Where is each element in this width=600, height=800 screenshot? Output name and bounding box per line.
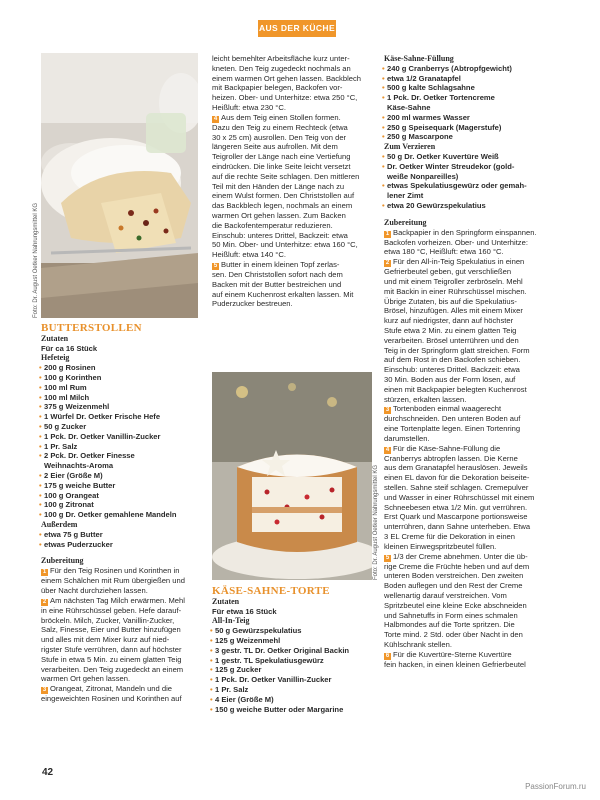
step-line: kneten. Den Teig zugedeckt nochmals an bbox=[212, 63, 351, 73]
step-line: Salz, Finesse, Eier und Butter hinzufügen bbox=[41, 625, 181, 635]
ingredient: • 3 gestr. TL Dr. Oetker Original Backin bbox=[212, 646, 377, 656]
step-line: 3 EL Creme für die Dekoration in einen bbox=[384, 532, 515, 542]
ingredient-cont: lener Zimt bbox=[387, 191, 424, 201]
step-number-6: 6 bbox=[385, 652, 390, 659]
step-line: Stufe etwa 2 Min. zu einem glatten Teig bbox=[384, 325, 517, 335]
ingredient: • etwa 75 g Butter bbox=[41, 530, 201, 540]
step-line: durchschneiden. Den unteren Boden auf bbox=[384, 414, 521, 424]
step-line: auf einem Kuchenrost erkalten lassen. Mit bbox=[212, 289, 354, 299]
torte-yield: Für etwa 16 Stück bbox=[212, 606, 277, 616]
step-line: einem Schälchen mit Rum übergießen und bbox=[41, 576, 185, 586]
step-number-4: 4 bbox=[213, 115, 218, 122]
step-line: Spritzbeutel eine kleine Ecke abschneiden bbox=[384, 600, 527, 610]
ingredient: • 200 g Rosinen bbox=[41, 363, 201, 373]
section-tag: AUS DER KÜCHE bbox=[258, 20, 336, 37]
ingredient: • 125 g Zucker bbox=[212, 665, 377, 675]
stollen-zubereitung-heading: Zubereitung bbox=[41, 556, 84, 566]
step-line: Boden auflegen und den Rest der Creme bbox=[384, 581, 523, 591]
step-line: die Backofentemperatur reduzieren. bbox=[212, 220, 333, 230]
ingredient: • 100 g Dr. Oetker gemahlene Mandeln bbox=[41, 510, 201, 520]
ingredient: • 125 g Weizenmehl bbox=[212, 636, 377, 646]
hefeteig-heading: Hefeteig bbox=[41, 353, 70, 363]
step-line: fein hacken, in einen kleinen Gefrierbeutel bbox=[384, 659, 526, 669]
ingredient: • 1 Pck. Dr. Oetker Tortencreme bbox=[384, 93, 554, 103]
step-line: Heißluft: etwa 230 °C. bbox=[212, 102, 286, 112]
step-line: Stufe in etwa 5 Min. zu einem glatten Teig bbox=[41, 654, 182, 664]
step-line: einen EL davon für die Dekoration beiseite- bbox=[384, 473, 530, 483]
ingredient: • 1 Pr. Salz bbox=[212, 685, 377, 695]
step-line: Kühlschrank stellen. bbox=[384, 640, 452, 650]
ingredient: • 50 g Zucker bbox=[41, 422, 201, 432]
ingredient: • 100 g Zitronat bbox=[41, 500, 201, 510]
step-number-5: 5 bbox=[213, 262, 218, 269]
stollen-ingredients-column bbox=[41, 324, 201, 704]
step-line: 5 1/3 der Creme abnehmen. Unter die üb- bbox=[385, 551, 528, 561]
step-line: stellen. Sahne steif schlagen. Cremepulver bbox=[384, 483, 529, 493]
ingredient: • 2 Pck. Dr. Oetker Finesse bbox=[41, 451, 201, 461]
ingredient: • 200 ml warmes Wasser bbox=[384, 113, 554, 123]
step-line: heizen. Ober- und Unterhitze: etwa 250 °C, bbox=[212, 93, 358, 103]
step-line: Halbmondes auf die Torte spritzen. Die bbox=[384, 620, 515, 630]
allin-heading: All-In-Teig bbox=[212, 616, 250, 626]
step-line: wellenartig darauf verstreichen. Vom bbox=[384, 591, 507, 601]
step-number-2: 2 bbox=[385, 260, 390, 267]
step-line: einem warmen Ort gehen lassen. Backblech bbox=[212, 73, 361, 83]
step-line: bröckeln. Milch, Zucker, Vanillin-Zucker, bbox=[41, 615, 175, 625]
footer-watermark: PassionForum.ru bbox=[525, 782, 586, 791]
ingredient: • 250 g Speisequark (Magerstufe) bbox=[384, 123, 554, 133]
ingredient: • 150 g weiche Butter oder Margarine bbox=[212, 705, 377, 715]
ingredient: • etwa 1/2 Granatapfel bbox=[384, 74, 554, 84]
step-line: Backofen vorheizen. Ober- und Unterhitze: bbox=[384, 237, 528, 247]
step-number-2: 2 bbox=[42, 598, 47, 605]
step-line: darumstellen. bbox=[384, 433, 430, 443]
step-number-4: 4 bbox=[385, 446, 390, 453]
torte-zutaten-heading: Zutaten bbox=[212, 596, 240, 606]
step-line: Cranberrys abtropfen lassen. Die Kerne bbox=[384, 453, 518, 463]
torte-zubereitung-heading: Zubereitung bbox=[384, 217, 427, 227]
step-line: etwa 180 °C, Heißluft: etwa 160 °C. bbox=[384, 247, 504, 257]
step-line: Teigroller der Länge nach eine Vertiefung bbox=[212, 152, 351, 162]
step-line: und alles mit dem Mixer kurz auf nied- bbox=[41, 635, 170, 645]
stollen-title: BUTTERSTOLLEN bbox=[41, 322, 142, 334]
ingredient-cont: weiße Nonpareilles) bbox=[387, 171, 459, 181]
ingredient: • 100 ml Rum bbox=[41, 383, 201, 393]
step-line: unteren Boden verstreichen. Den zweiten bbox=[384, 571, 524, 581]
step-line: mit Backin in einer Rührschüssel mischen. bbox=[384, 286, 527, 296]
step-line: Torte mind. 2 Std. oder über Nacht in den bbox=[384, 630, 523, 640]
stollen-zutaten-heading: Zutaten bbox=[41, 333, 69, 343]
torte-photo bbox=[212, 372, 372, 580]
step-line: Gefrierbeutel geben, gut verschließen bbox=[384, 267, 512, 277]
ingredient: • 375 g Weizenmehl bbox=[41, 402, 201, 412]
step-line: eindrücken. Die linke Seite leicht versetzt bbox=[212, 161, 351, 171]
ingredient: • etwa 20 Gewürzspekulatius bbox=[384, 201, 554, 211]
step-line: Puderzucker bestreuen. bbox=[212, 299, 293, 309]
ingredient: • 240 g Cranberrys (Abtropfgewicht) bbox=[384, 64, 554, 74]
ingredient: • 1 Pck. Dr. Oetker Vanillin-Zucker bbox=[212, 675, 377, 685]
step-line: 1 Für den Teig Rosinen und Korinthen in bbox=[42, 566, 180, 576]
step-line: 5 Butter in einem kleinen Topf zerlas- bbox=[213, 259, 340, 269]
step-line: kurz auf niedrigster, dann auf höchster bbox=[384, 316, 514, 326]
step-line: Einschub: unteres Drittel, Backzeit: etwa bbox=[212, 230, 348, 240]
ingredient: • 1 Pr. Salz bbox=[41, 442, 201, 452]
ingredient: • 2 Eier (Größe M) bbox=[41, 471, 201, 481]
step-line: rige Creme die Früchte heben und auf dem bbox=[384, 561, 530, 571]
ingredient: • 250 g Mascarpone bbox=[384, 132, 554, 142]
ingredient: • 4 Eier (Größe M) bbox=[212, 695, 377, 705]
step-line: Teig in der Springform glatt streichen. Form bbox=[384, 345, 530, 355]
step-line: Heißluft: etwa 140 °C. bbox=[212, 250, 286, 260]
torte-steps-column bbox=[384, 54, 554, 670]
ingredient: • 1 Pck. Dr. Oetker Vanillin-Zucker bbox=[41, 432, 201, 442]
step-line: stürzen, erkalten lassen. bbox=[384, 394, 467, 404]
step-line: verarbeiten. Brösel unterrühren und den bbox=[384, 335, 519, 345]
ingredient: • 50 g Gewürzspekulatius bbox=[212, 626, 377, 636]
page-number: 42 bbox=[42, 767, 54, 778]
step-number-3: 3 bbox=[42, 687, 47, 694]
step-line: 30 Min. Boden aus der Form lösen, auf bbox=[384, 374, 516, 384]
step-line: 3 Tortenboden einmal waagerecht bbox=[385, 404, 502, 414]
step-line: aus dem Granatapfel herauslösen. Jeweils bbox=[384, 463, 528, 473]
stollen-photo bbox=[41, 53, 198, 318]
step-line: 6 Für die Kuvertüre-Sterne Kuvertüre bbox=[385, 649, 512, 659]
step-line: eine Tortenplatte legen. Einen Tortenring bbox=[384, 424, 521, 434]
step-line: kleinen Einwegspritzbeutel füllen. bbox=[384, 541, 497, 551]
stollen-yield: Für ca 16 Stück bbox=[41, 343, 98, 353]
step-line: Erst Quark und Mascarpone portionsweise bbox=[384, 512, 528, 522]
step-line: über Nacht durchziehen lassen. bbox=[41, 585, 148, 595]
step-line: das Backblech legen, nochmals an einem bbox=[212, 201, 353, 211]
ingredient: • 100 g Orangeat bbox=[41, 491, 201, 501]
step-line: eingeweichten Rosinen und Korinthen auf bbox=[41, 694, 182, 704]
step-line: 50 Min. Ober- und Unterhitze: etwa 160 °C, bbox=[212, 240, 358, 250]
step-line: und Wasser in einer Rührschüssel mit einem bbox=[384, 492, 535, 502]
step-number-5: 5 bbox=[385, 554, 390, 561]
photo1-credit: Foto: Dr. August Oetker Nahrungsmittel KG bbox=[33, 202, 39, 318]
step-line: in eine Rührschüssel geben. Hefe darauf- bbox=[41, 605, 182, 615]
step-line: 1 Backpapier in den Springform einspannen. bbox=[385, 227, 537, 237]
step-line: leicht bemehlter Arbeitsfläche kurz unter- bbox=[212, 54, 350, 63]
step-line: rigster Stufe verrühren, dann auf höchster bbox=[41, 644, 182, 654]
step-line: 4 Für die Käse-Sahne-Füllung die bbox=[385, 443, 501, 453]
step-line: 2 Am nächsten Tag Milch erwärmen. Mehl bbox=[42, 595, 185, 605]
ingredient: • 1 gestr. TL Spekulatiusgewürz bbox=[212, 656, 377, 666]
torte-title: KÄSE-SAHNE-TORTE bbox=[212, 585, 330, 597]
ingredient: • 175 g weiche Butter bbox=[41, 481, 201, 491]
stollen-steps-column bbox=[212, 54, 374, 309]
step-line: auf die rechte Seite schlagen. Den mittleren bbox=[212, 171, 360, 181]
ingredient: • 100 ml Milch bbox=[41, 393, 201, 403]
ausserdem-heading: Außerdem bbox=[41, 519, 78, 529]
ingredient: • Dr. Oetker Winter Streudekor (gold- bbox=[384, 162, 554, 172]
step-line: Brösel, hinzufügen. Alles mit einem Mixer bbox=[384, 306, 523, 316]
step-number-3: 3 bbox=[385, 407, 390, 414]
photo2-credit: Foto: Dr. August Oetker Nahrungsmittel KG bbox=[373, 464, 379, 580]
step-line: 30 x 25 cm) ausrollen. Den Teig von der bbox=[212, 132, 347, 142]
step-line: warmen Ort gehen lassen. bbox=[41, 674, 131, 684]
step-line: Dazu den Teig zu einem Rechteck (etwa bbox=[212, 122, 348, 132]
verzieren-heading: Zum Verzieren bbox=[384, 142, 436, 152]
step-number-1: 1 bbox=[385, 230, 390, 237]
ingredient: • 1 Würfel Dr. Oetker Frische Hefe bbox=[41, 412, 201, 422]
ingredient-cont: Weihnachts-Aroma bbox=[44, 461, 114, 471]
ingredient: • 50 g Dr. Oetker Kuvertüre Weiß bbox=[384, 152, 554, 162]
step-line: Einschub: unteres Drittel. Backzeit: etwa bbox=[384, 365, 520, 375]
step-line: und Sahnetuffs in Form eines schmalen bbox=[384, 610, 518, 620]
step-line: einen mit Backpapier belegten Kuchenrost bbox=[384, 384, 527, 394]
step-line: und mit einem Teigroller zerbröseln. Mehl bbox=[384, 276, 523, 286]
ingredient: • 100 g Korinthen bbox=[41, 373, 201, 383]
fuellung-heading: Käse-Sahne-Füllung bbox=[384, 54, 454, 63]
torte-ingredients-column bbox=[212, 587, 377, 714]
ingredient: • etwas Puderzucker bbox=[41, 540, 201, 550]
step-line: sen. Den Christstollen sofort nach dem bbox=[212, 269, 343, 279]
step-line: längeren Seite aus aufrollen. Mit dem bbox=[212, 142, 338, 152]
ingredient: • etwas Spekulatiusgewürz oder gemah- bbox=[384, 181, 554, 191]
step-line: 2 Für den All-in-Teig Spekulatius in einen bbox=[385, 257, 525, 267]
step-line: warmen Ort gehen lassen. Zum Backen bbox=[212, 210, 346, 220]
step-line: 3 Orangeat, Zitronat, Mandeln und die bbox=[42, 684, 172, 694]
step-line: einem Wulst formen. Den Christstollen auf bbox=[212, 191, 355, 201]
step-line: auf dem Rost in den Backofen schieben. bbox=[384, 355, 521, 365]
step-line: mit Backpapier belegen, Backofen vor- bbox=[212, 83, 343, 93]
step-line: unterrühren, dann Sahne unterheben. Etwa bbox=[384, 522, 531, 532]
step-line: Schneebesen etwa 1/2 Min. gut verrühren. bbox=[384, 502, 528, 512]
step-line: verarbeiten. Den Teig zugedeckt an einem bbox=[41, 664, 184, 674]
step-line: Backen mit der Butter bestreichen und bbox=[212, 279, 342, 289]
step-line: 4 Aus dem Teig einen Stollen formen. bbox=[213, 112, 341, 122]
ingredient-cont: Käse-Sahne bbox=[387, 102, 431, 112]
step-line: Teil mit den Händen der Länge nach zu bbox=[212, 181, 345, 191]
step-number-1: 1 bbox=[42, 569, 47, 576]
step-line: Übrige Zutaten, bis auf die Spekulatius- bbox=[384, 296, 517, 306]
ingredient: • 500 g kalte Schlagsahne bbox=[384, 83, 554, 93]
